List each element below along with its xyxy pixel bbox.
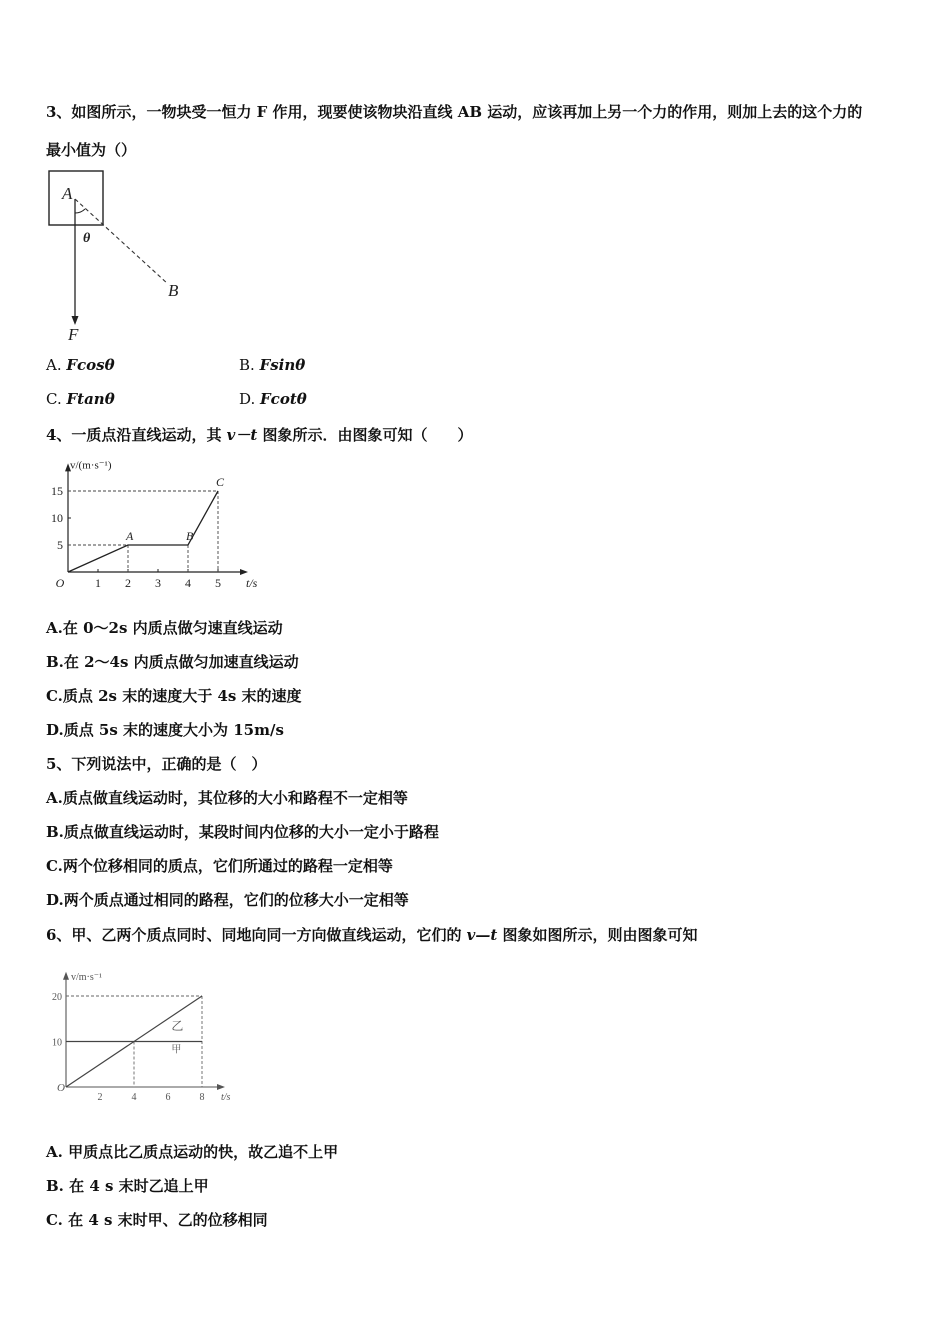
label-theta: θ [83,231,91,246]
angle-arc [75,209,85,213]
option-letter: D. [239,390,261,408]
option-text: Ftanθ [66,390,115,408]
q5-stem: 5、下列说法中，正确的是（ ） [46,755,267,773]
point-label: B [186,529,194,543]
q3-option-d [239,390,307,408]
point-label: C [216,475,225,489]
q6-option-a: A. 甲质点比乙质点运动的快，故乙追不上甲 [46,1143,339,1161]
q6-stem-part2: 图象如图所示，则由图象可知 [497,926,698,944]
q5-option-c: C.两个位移相同的质点，它们所通过的路程一定相等 [46,857,393,875]
x-axis-label: t/s [246,576,258,590]
origin-label: O [55,576,65,590]
q4-stem-part2: 图象所示．由图象可知（ ） [257,426,473,444]
option-letter: C. [46,390,67,408]
x-axis-arrow [217,1084,225,1090]
q6-stem-part1: 6、甲、乙两个质点同时、同地向同一方向做直线运动，它们的 [46,926,467,944]
q6-option-c: C. 在 4 s 末时甲、乙的位移相同 [46,1211,268,1229]
x-axis-label: t/s [221,1092,231,1103]
q3-option-a [46,356,115,374]
x-tick-label: 3 [155,576,161,590]
y-tick-label: 15 [51,484,63,498]
option-text: Fsinθ [259,356,306,374]
q5-option-b: B.质点做直线运动时，某段时间内位移的大小一定小于路程 [46,823,439,841]
q4-option-b: B.在 2～4s 内质点做匀加速直线运动 [46,653,299,671]
series-label-yi: 乙 [171,1019,184,1034]
x-axis-arrow [240,569,248,575]
x-tick-label: 6 [165,1092,171,1103]
point-label: A [126,529,134,543]
y-tick-label: 5 [57,538,63,552]
block [49,171,103,225]
x-tick-label: 5 [215,576,221,590]
label-f: F [68,325,79,344]
q6-stem-var: v—t [466,926,498,944]
q4-vt-chart [46,452,256,597]
series-line [68,491,218,572]
option-text: Fcotθ [260,390,307,408]
option-letter: A. [46,356,67,374]
x-tick-label: 4 [185,576,191,590]
q6-vt-chart [46,953,246,1103]
q5-option-d: D.两个质点通过相同的路程，它们的位移大小一定相等 [46,891,409,909]
q5-option-a: A.质点做直线运动时，其位移的大小和路程不一定相等 [46,789,408,807]
q4-stem [46,424,473,445]
q4-stem-part1: 4、一质点沿直线运动，其 [46,426,227,444]
y-tick-label: 10 [51,511,63,525]
q3-stem-line2: 最小值为（） [46,141,137,159]
q4-option-a: A.在 0～2s 内质点做匀速直线运动 [46,619,283,637]
q3-option-b [239,356,305,374]
q4-option-d: D.质点 5s 末的速度大小为 15m/s [46,721,284,739]
y-axis-arrow [63,972,69,980]
series-label-jia: 甲 [171,1044,182,1056]
x-tick-label: 1 [95,576,101,590]
origin-label: O [57,1082,65,1094]
x-tick-label: 2 [125,576,131,590]
option-text: Fcosθ [66,356,115,374]
q4-option-c: C.质点 2s 末的速度大于 4s 末的速度 [46,687,302,705]
force-arrowhead [72,316,79,325]
label-a: A [62,184,73,203]
label-b: B [168,281,179,300]
y-tick-label: 10 [52,1037,62,1049]
y-axis-label: v/(m·s⁻¹) [70,459,112,472]
x-tick-label: 2 [97,1092,103,1103]
q6-stem [46,924,698,945]
q4-stem-var: v－t [226,426,258,444]
x-tick-label: 4 [131,1092,137,1103]
x-tick-label: 8 [199,1092,205,1103]
q6-option-b: B. 在 4 s 末时乙追上甲 [46,1177,209,1195]
option-letter: B. [239,356,260,374]
y-tick-label: 20 [52,992,62,1003]
q3-force-diagram [46,168,196,343]
y-axis-label: v/m·s⁻¹ [71,971,103,983]
q3-stem-line1: 3、如图所示，一物块受一恒力 F 作用，现要使该物块沿直线 AB 运动，应该再加上另一个力的作用，则加上去的这个力的 [46,103,863,121]
q3-option-c [46,390,115,408]
